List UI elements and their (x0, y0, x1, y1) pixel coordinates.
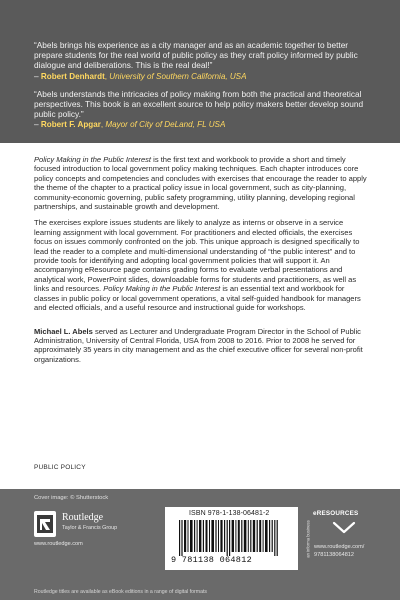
cover-credit: Cover image: © Shutterstock (34, 495, 109, 501)
book-title-italic: Policy Making in the Public Interest (103, 284, 221, 294)
dash: – (34, 119, 41, 130)
endorser-name: Robert Denhardt (40, 71, 105, 81)
endorsements-panel (0, 0, 400, 143)
barcode-icon (171, 520, 292, 556)
endorsement-2: “Abels understands the intricacies of policy making from both the practical and theoretical perspectives. This book is an excellent source to help policy makers better develop sound public policy.” – Robert F. Apgar, Mayor of City of DeLand, FL USA (34, 88, 364, 130)
download-arrow-icon (332, 520, 356, 534)
description-text: The exercises explore issues students are likely to analyze as interns or observe in a service learning assignment with local government. For practitioners and elected officials, the exercises focus on issues commonly confronted on the job. This unique approach is designed specifically to lead the reader to a complete and multi-dimensional understanding of “the public interest” and to provide tools for identifying and adopting local government policies that will support it. An accompanying eResource page contains grading forms to evaluate verbal presentations and analytical work, PowerPoint slides, downloadable forms for students and practitioners, as well as links and resources. (34, 218, 360, 294)
book-description (34, 155, 368, 371)
description-paragraph-2 (34, 218, 368, 312)
publisher-url[interactable]: www.routledge.com (34, 541, 83, 547)
description-text: is an essential text and workbook for classes in public policy or local government operations, a vital self-guided handbook for managers and elected officials, and a useful resource and instructional guide for workshops. (34, 284, 361, 313)
ebook-availability-line: Routledge titles are available as eBook editions in a range of digital formats (34, 589, 208, 595)
isbn-label: ISBN 978-1-138-06481-2 (189, 510, 270, 517)
eresources-label: eRESOURCES (313, 510, 359, 517)
author-bio-text: served as Lecturer and Undergraduate Program Director in the School of Public Administration, University of Central Florida, USA from 2008 to 2016. Prior to 2008 he served for approximately 35 years in city management and as the chief executive officer for several non-profit organizations. (34, 326, 363, 364)
endorser-affiliation: University of Southern California, USA (109, 71, 247, 81)
description-text: is the first text and workbook to provide a short and timely focused introduction to local government policy making techniques. Each chapter introduces core policy concepts and competencies and concludes with exercises that encourage the reader to apply the theme of the chapter to a practical policy issue in local government, such as city-planning, community-economic governing, public safety programming, utility planning, developing regional partnerships, and sustainable growth and development. (34, 155, 367, 212)
endorser-affiliation: Mayor of City of DeLand, FL USA (105, 120, 226, 130)
subject-category: PUBLIC POLICY (34, 464, 86, 471)
barcode-digits: 9 781138 064812 (171, 555, 253, 565)
description-paragraph-1 (34, 155, 368, 211)
book-title-italic: Policy Making in the Public Interest (34, 155, 152, 164)
endorsement-quote: “Abels brings his experience as a city manager and as an academic together to better prepare students for the real world of public policy as they craft policy informed by public dialogue and deliberations. This is the real deal!” (34, 40, 358, 71)
endorser-name: Robert F. Apgar (40, 120, 101, 130)
eresources-url-line-1[interactable]: www.routledge.com/ (314, 544, 365, 550)
publisher-bar (0, 489, 400, 600)
dash: – (34, 70, 41, 81)
informa-vertical-label (304, 509, 312, 569)
publisher-name: Routledge (62, 512, 104, 523)
isbn-barcode-block (165, 507, 298, 570)
author-name: Michael L. Abels (34, 326, 93, 336)
routledge-logo-icon (34, 511, 56, 537)
endorsement-quote: “Abels understands the intricacies of policy making from both the practical and theoretical perspectives. This book is an excellent source to help policy makers better develop sound public policy.” (34, 88, 364, 120)
eresources-url-line-2[interactable]: 9781138064812 (314, 552, 355, 558)
informa-text: an informa business (305, 520, 311, 558)
publisher-subtitle: Taylor & Francis Group (62, 525, 118, 531)
endorsement-1: “Abels brings his experience as a city manager and as an academic together to better prepare students for the real world of public policy as they craft policy informed by public dialogue and deliberations. This is the real deal!” – Robert Denhardt, University of Southern California, USA (34, 40, 358, 81)
author-bio (34, 327, 368, 365)
